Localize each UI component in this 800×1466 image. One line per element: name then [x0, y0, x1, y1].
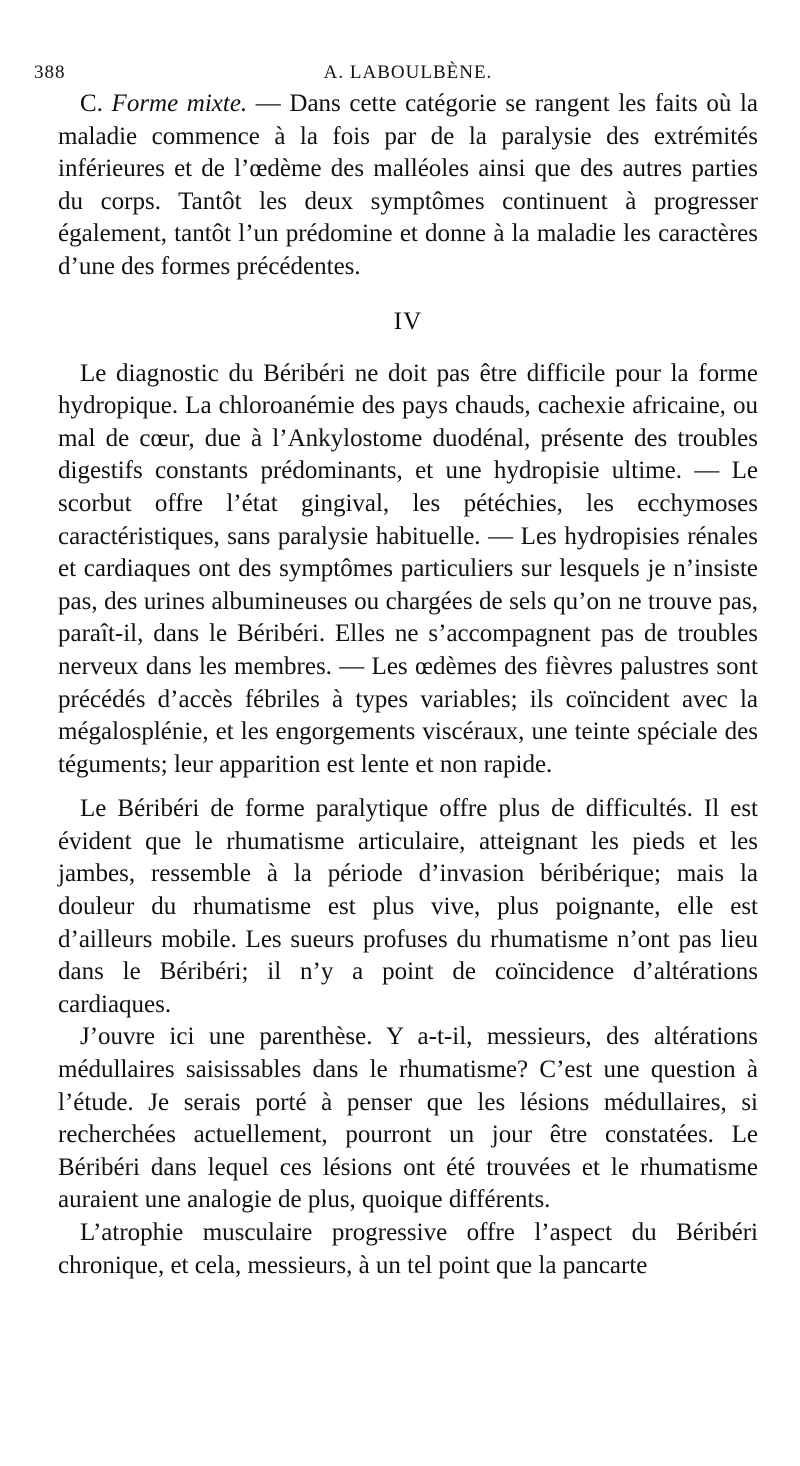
running-head [34, 58, 758, 88]
paragraph-forme-paralytique: Le Béribéri de forme paralytique offre plus de difficultés. Il est évident que le rhumatisme articulaire, atteignant les pieds et les jambes, ressemble à la période d’invasion béribérique; mais la douleur du rhumatisme est plus vive, plus poignante, elle est d’ailleurs mobile. Les sueurs profuses du rhumatisme n’ont pas lieu dans le Béribéri; il n’y a point de coïncidence d’altérations cardiaques. [58, 795, 758, 1018]
paragraph-parenthese: J’ouvre ici une parenthèse. Y a-t-il, messieurs, des altérations médullaires saisissables dans le rhumatisme? C’est une question à l’étude. Je serais porté à penser que les lésions médullaires, si recherchées actuellement, pourront un jour être constatées. Le Béribéri dans lequel ces lésions ont été trouvées et le rhumatisme auraient une analogie de plus, quoique différents. [58, 1023, 758, 1214]
paragraph-atrophie: L’atrophie musculaire progressive offre l’aspect du Béribéri chronique, et cela, messieurs, à un tel point que la pancarte [58, 1219, 758, 1279]
para-c-italic-title: Forme mixte. [111, 90, 248, 117]
paragraph-forme-mixte [58, 88, 758, 284]
section-heading: IV [393, 307, 423, 335]
paragraph-diagnostic: Le diagnostic du Béribéri ne doit pas être difficile pour la forme hydropique. La chloroanémie des pays chauds, cachexie africaine, ou mal de cœur, due à l’Ankylostome duodénal, présente des troubles digestifs constants prédominants, et une hydropisie ultime. — Le scorbut offre l’état gingival, les pétéchies, les ecchymoses caractéristiques, sans paralysie habituelle. — Les hydropisies rénales et cardiaques ont des symptômes particuliers sur lesquels je n’insiste pas, des urines albumineuses ou chargées de sels qu’on ne trouve pas, paraît-il, dans le Béribéri. Elles ne s’accompagnent pas de troubles nerveux dans les membres. — Les œdèmes des fièvres palustres sont précédés d’accès fébriles à types variables; ils coïncident avec la mégalosplénie, et les engorgements viscéraux, une teinte spéciale des téguments; leur apparition est lente et non rapide. [58, 359, 758, 778]
book-page [34, 58, 758, 1282]
para-c-label: C. [80, 90, 103, 117]
para-c-text: — Dans cette catégorie se rangent les faits où la maladie commence à la fois par de la paralysie des extrémités inférieures et de l’œdème des malléoles ainsi que des autres parties du corps. Tantôt les deux symptômes continuent à progresser également, tantôt l’un prédomine et donne à la maladie les caractères d’une des formes précédentes. [58, 90, 758, 280]
running-title: A. LABOULBÈNE. [323, 62, 493, 83]
page-number: 388 [34, 62, 66, 83]
